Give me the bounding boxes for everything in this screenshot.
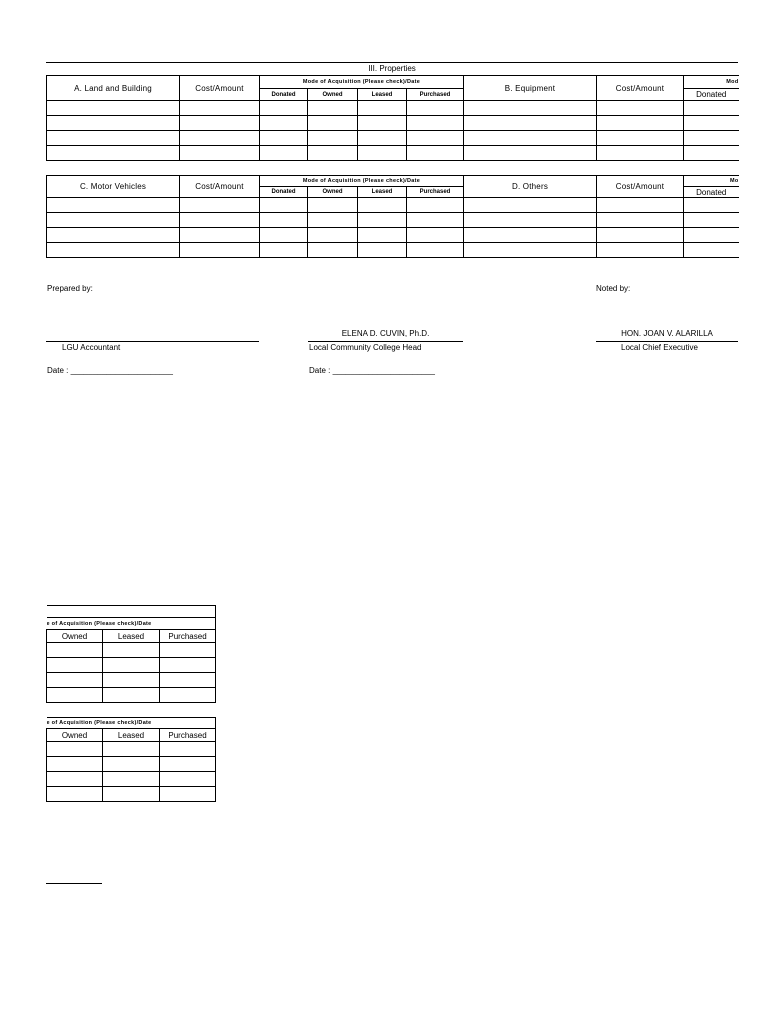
table-row [47, 198, 739, 213]
col-purchased: Purchased [407, 187, 464, 198]
col-donated-d: Donated [684, 187, 739, 198]
mode-of-acquisition-header: Mode of Acquisition (Please check)/Date [260, 76, 464, 89]
col-cost-amount: Cost/Amount [180, 176, 260, 198]
mode-of-acquisition-header-cut: e of Acquisition (Please check)/Date [47, 718, 216, 729]
chief-executive-title: Local Chief Executive [621, 343, 698, 352]
col-owned: Owned [308, 89, 358, 101]
col-purchased: Purchased [407, 89, 464, 101]
college-head-name: ELENA D. CUVIN, Ph.D. [341, 329, 430, 338]
properties-table-vehicles-others [46, 175, 739, 258]
overflow-table-2 [46, 717, 216, 802]
accountant-title: LGU Accountant [62, 343, 121, 352]
signature-line-chief-executive [596, 341, 738, 342]
col-owned: Owned [47, 630, 103, 643]
signature-line-accountant [46, 341, 259, 342]
properties-table-land-equipment [46, 75, 739, 161]
table-row [47, 688, 216, 703]
table-row [47, 228, 739, 243]
col-donated: Donated [260, 187, 308, 198]
col-equipment: B. Equipment [464, 76, 597, 101]
mode-of-acquisition-header-cut: Mod [684, 76, 739, 89]
table-row [47, 116, 739, 131]
noted-by-label: Noted by: [596, 284, 631, 293]
mode-of-acquisition-header-cut: e of Acquisition (Please check)/Date [47, 618, 216, 630]
col-land-building: A. Land and Building [47, 76, 180, 101]
table-row [47, 742, 216, 757]
date-field-accountant[interactable]: Date : _______________________ [47, 366, 173, 375]
table-row [47, 131, 739, 146]
table-row [47, 643, 216, 658]
table-row [47, 787, 216, 802]
table-row [47, 243, 739, 258]
col-purchased: Purchased [160, 630, 216, 643]
mode-of-acquisition-header: Mode of Acquisition (Please check)/Date [260, 176, 464, 187]
col-motor-vehicles: C. Motor Vehicles [47, 176, 180, 198]
col-owned: Owned [47, 729, 103, 742]
overflow-table-1 [46, 605, 216, 703]
signature-line-fragment [46, 883, 102, 884]
date-field-college-head[interactable]: Date : _______________________ [309, 366, 435, 375]
college-head-title: Local Community College Head [309, 343, 422, 352]
col-donated-b: Donated [684, 89, 739, 101]
col-owned: Owned [308, 187, 358, 198]
table-row [47, 772, 216, 787]
mode-of-acquisition-header-cut: Mo [684, 176, 739, 187]
signature-line-college-head [308, 341, 463, 342]
table-row [47, 213, 739, 228]
prepared-by-label: Prepared by: [47, 284, 93, 293]
col-purchased: Purchased [160, 729, 216, 742]
col-leased: Leased [103, 630, 160, 643]
section-title-bar [46, 62, 738, 75]
table-row [47, 673, 216, 688]
table-row [47, 757, 216, 772]
col-leased: Leased [358, 187, 407, 198]
col-leased: Leased [103, 729, 160, 742]
chief-executive-name: HON. JOAN V. ALARILLA [621, 329, 713, 338]
col-cost-amount-d: Cost/Amount [597, 176, 684, 198]
table-row [47, 658, 216, 673]
col-cost-amount: Cost/Amount [180, 76, 260, 101]
col-cost-amount-b: Cost/Amount [597, 76, 684, 101]
col-others: D. Others [464, 176, 597, 198]
table-row [47, 101, 739, 116]
col-donated: Donated [260, 89, 308, 101]
table-row [47, 146, 739, 161]
col-leased: Leased [358, 89, 407, 101]
section-title: III. Properties [368, 64, 416, 73]
